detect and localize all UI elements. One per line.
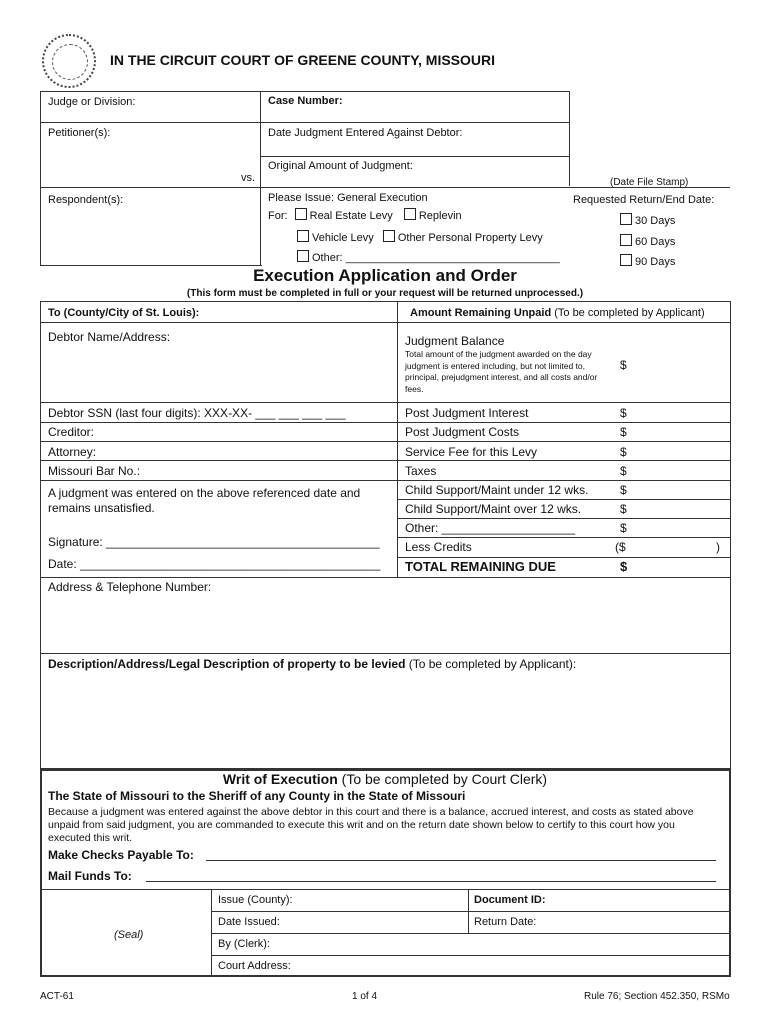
amount-label-post-judgment-costs: Post Judgment Costs: [405, 425, 520, 439]
amount-symbol: $: [620, 464, 627, 478]
date-line[interactable]: Date: _____________________________________________: [48, 557, 381, 571]
court-seal-icon: [42, 34, 96, 88]
signature-line[interactable]: Signature: _________________________________________: [48, 535, 380, 549]
close-paren: ): [716, 540, 720, 554]
rule-citation: Rule 76; Section 452.350, RSMo: [584, 991, 730, 1002]
writ-body: Because a judgment was entered against the above debtor in this court and there is a balance, accrued interest, and costs as stated above unpaid from said judgment, you are commanded to execute this writ and on the return date shown below to certify to this court how you executed this writ.: [48, 806, 694, 844]
judgment-balance-dollar: $: [620, 358, 627, 372]
amount-label-other: Other: ____________________: [405, 521, 576, 535]
mail-funds-label: Mail Funds To:: [48, 869, 132, 883]
return-end-date-label: Requested Return/End Date:: [573, 194, 715, 206]
judge-division-label: Judge or Division:: [48, 96, 136, 108]
judgment-balance-label: Judgment Balance: [405, 334, 505, 348]
other-levy-label: Other: ___________________________________: [312, 252, 560, 264]
court-address-label: Court Address:: [218, 960, 291, 972]
original-amount-label: Original Amount of Judgment:: [268, 160, 413, 172]
replevin-label: Replevin: [418, 210, 462, 222]
other-personal-property-label: Other Personal Property Levy: [397, 232, 543, 244]
attorney-label: Attorney:: [48, 445, 97, 459]
judgment-balance-note: Total amount of the judgment awarded on the day judgment is entered including, but not limited to, principal, prejudgment interest, and all costs and/or fees.: [405, 349, 598, 394]
amount-label-service-fee: Service Fee for this Levy: [405, 445, 538, 459]
address-phone-label: Address & Telephone Number:: [48, 580, 212, 594]
date-judgment-label: Date Judgment Entered Against Debtor:: [268, 127, 463, 139]
other-levy-checkbox[interactable]: [297, 250, 309, 262]
other-personal-property-checkbox[interactable]: [383, 230, 395, 242]
writ-title: [0, 771, 770, 787]
checks-payable-label: Make Checks Payable To:: [48, 848, 194, 862]
writ-title-note: (To be completed by Court Clerk): [337, 771, 548, 787]
amount-symbol: $: [620, 406, 627, 420]
petitioners-label: Petitioner(s):: [48, 127, 111, 139]
property-description-label: [48, 657, 576, 671]
page-number: 1 of 4: [352, 991, 378, 1002]
court-title: IN THE CIRCUIT COURT OF GREENE COUNTY, MISSOURI: [110, 52, 496, 68]
amount-label-taxes: Taxes: [405, 464, 437, 478]
amount-label-child-support-under: Child Support/Maint under 12 wks.: [405, 483, 589, 497]
property-description-note: (To be completed by Applicant):: [405, 657, 577, 671]
vehicle-levy-checkbox[interactable]: [297, 230, 309, 242]
days-30-checkbox[interactable]: [620, 213, 632, 225]
respondents-label: Respondent(s):: [48, 194, 124, 206]
judgment-entered-statement: A judgment was entered on the above referenced date and remains unsatisfied.: [48, 486, 361, 515]
issue-county-label: Issue (County):: [218, 894, 293, 906]
form-title: Execution Application and Order: [253, 266, 517, 285]
for-label: For:: [268, 210, 288, 222]
document-id-label: Document ID:: [474, 894, 546, 906]
real-estate-levy-label: Real Estate Levy: [309, 210, 393, 222]
levy-options-row-2: [297, 230, 543, 244]
levy-options-row-3: [297, 250, 560, 264]
days-90-label: 90 Days: [635, 256, 676, 268]
replevin-checkbox[interactable]: [404, 208, 416, 220]
case-number-label: Case Number:: [268, 95, 343, 107]
total-remaining-label: TOTAL REMAINING DUE: [405, 559, 556, 574]
return-date-label: Return Date:: [474, 916, 537, 928]
vehicle-levy-label: Vehicle Levy: [312, 232, 374, 244]
form-subtitle: (This form must be completed in full or your request will be returned unprocessed.): [186, 288, 584, 299]
writ-title-bold: Writ of Execution: [222, 771, 338, 787]
by-clerk-label: By (Clerk):: [218, 938, 270, 950]
bar-no-label: Missouri Bar No.:: [48, 464, 141, 478]
property-description-bold: Description/Address/Legal Description of property to be levied: [48, 657, 406, 671]
levy-options-row-1: [268, 208, 462, 222]
please-issue-label: Please Issue: General Execution: [268, 192, 428, 204]
creditor-label: Creditor:: [48, 425, 95, 439]
days-90-checkbox[interactable]: [620, 254, 632, 266]
amount-remaining-label: Amount Remaining Unpaid: [410, 307, 552, 319]
real-estate-levy-checkbox[interactable]: [295, 208, 307, 220]
to-county-label: To (County/City of St. Louis):: [48, 307, 200, 319]
amount-label-less-credits: Less Credits: [405, 540, 472, 554]
return-30-days: [620, 213, 675, 227]
total-remaining-symbol: $: [620, 559, 628, 574]
days-30-label: 30 Days: [635, 215, 676, 227]
amount-remaining-header: [410, 307, 705, 319]
form-number: ACT-61: [40, 991, 74, 1002]
date-file-stamp: (Date File Stamp): [610, 177, 689, 188]
amount-remaining-note: (To be completed by Applicant): [551, 307, 705, 319]
debtor-ssn-label: Debtor SSN (last four digits): XXX-XX- ___ ___ ___ ___: [48, 406, 346, 420]
return-60-days: [620, 234, 675, 248]
vs-label: vs.: [241, 172, 256, 184]
days-60-checkbox[interactable]: [620, 234, 632, 246]
amount-label-post-judgment-interest: Post Judgment Interest: [405, 406, 529, 420]
seal-label: (Seal): [114, 929, 144, 941]
amount-symbol: $: [620, 425, 627, 439]
amount-symbol: $: [620, 521, 627, 535]
state-line: The State of Missouri to the Sheriff of any County in the State of Missouri: [48, 789, 466, 803]
amount-symbol: $: [620, 483, 627, 497]
amount-label-child-support-over: Child Support/Maint over 12 wks.: [405, 502, 582, 516]
debtor-name-label: Debtor Name/Address:: [48, 330, 171, 344]
amount-symbol: $: [620, 502, 627, 516]
date-issued-label: Date Issued:: [218, 916, 280, 928]
days-60-label: 60 Days: [635, 236, 676, 248]
amount-symbol: $: [620, 445, 627, 459]
amount-symbol-credit: ($: [615, 540, 626, 554]
